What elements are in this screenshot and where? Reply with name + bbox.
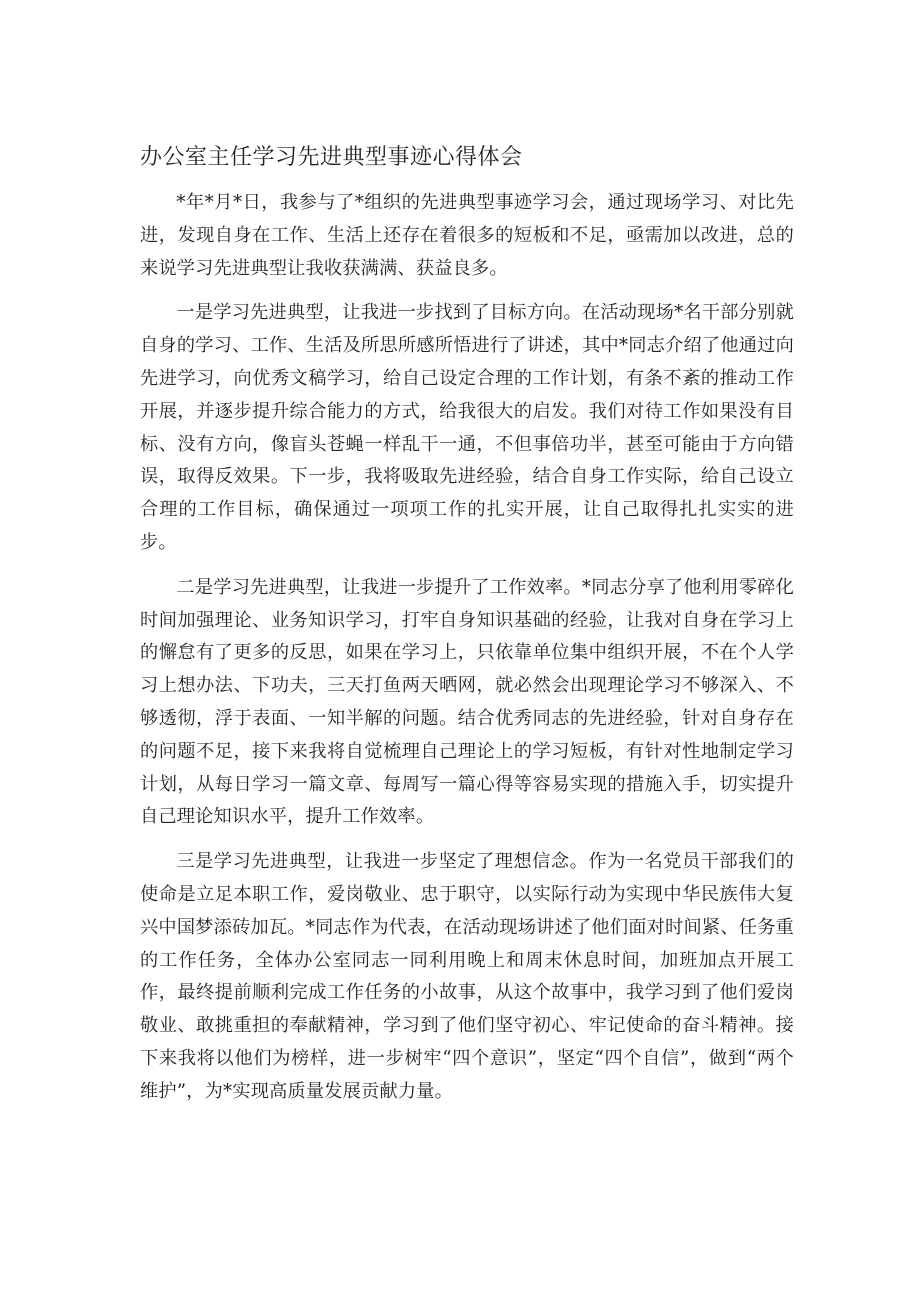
paragraph-intro: *年*月*日，我参与了*组织的先进典型事迹学习会，通过现场学习、对比先进，发现自身在工作、生活上还存在着很多的短板和不足，亟需加以改进，总的来说学习先进典型让我收获满满、获益良多。 [140,192,794,279]
paragraph-work-efficiency: 二是学习先进典型，让我进一步提升了工作效率。*同志分享了他利用零碎化时间加强理论、业务知识学习，打牢自身知识基础的经验，让我对自身在学习上的懈怠有了更多的反思，如果在学习上，只依靠单位集中组织开展，不在个人学习上想办法、下功夫，三天打鱼两天晒网，就必然会出现理论学习不够深入、不够透彻，浮于表面、一知半解的问题。结合优秀同志的先进经验，针对自身存在的问题不足，接下来我将自觉梳理自己理论上的学习短板，有针对性地制定学习计划，从每日学习一篇文章、每周写一篇心得等容易实现的措施入手，切实提升自己理论知识水平，提升工作效率。 [140,576,794,828]
document-title: 办公室主任学习先进典型事迹心得体会 [140,145,523,170]
document-body [140,187,794,1121]
paragraph-target-direction: 一是学习先进典型，让我进一步找到了目标方向。在活动现场*名干部分别就自身的学习、工作、生活及所思所感所悟进行了讲述，其中*同志介绍了他通过向先进学习，向优秀文稿学习，给自己设定合理的工作计划，有条不紊的推动工作开展，并逐步提升综合能力的方式，给我很大的启发。我们对待工作如果没有目标、没有方向，像盲头苍蝇一样乱干一通，不但事倍功半，甚至可能由于方向错误，取得反效果。下一步，我将吸取先进经验，结合自身工作实际，给自己设立合理的工作目标，确保通过一项项工作的扎实开展，让自己取得扎扎实实的进步。 [140,302,794,553]
paragraph-ideals-beliefs: 三是学习先进典型，让我进一步坚定了理想信念。作为一名党员干部我们的使命是立足本职工作，爱岗敬业、忠于职守，以实际行动为实现中华民族伟大复兴中国梦添砖加瓦。*同志作为代表，在活动现场讲述了他们面对时间紧、任务重的工作任务，全体办公室同志一同利用晚上和周末休息时间，加班加点开展工作，最终提前顺利完成工作任务的小故事，从这个故事中，我学习到了他们爱岗敬业、敢挑重担的奉献精神，学习到了他们坚守初心、牢记使命的奋斗精神。接下来我将以他们为榜样，进一步树牢“四个意识”，坚定“四个自信”，做到“两个维护”，为*实现高质量发展贡献力量。 [140,851,794,1102]
